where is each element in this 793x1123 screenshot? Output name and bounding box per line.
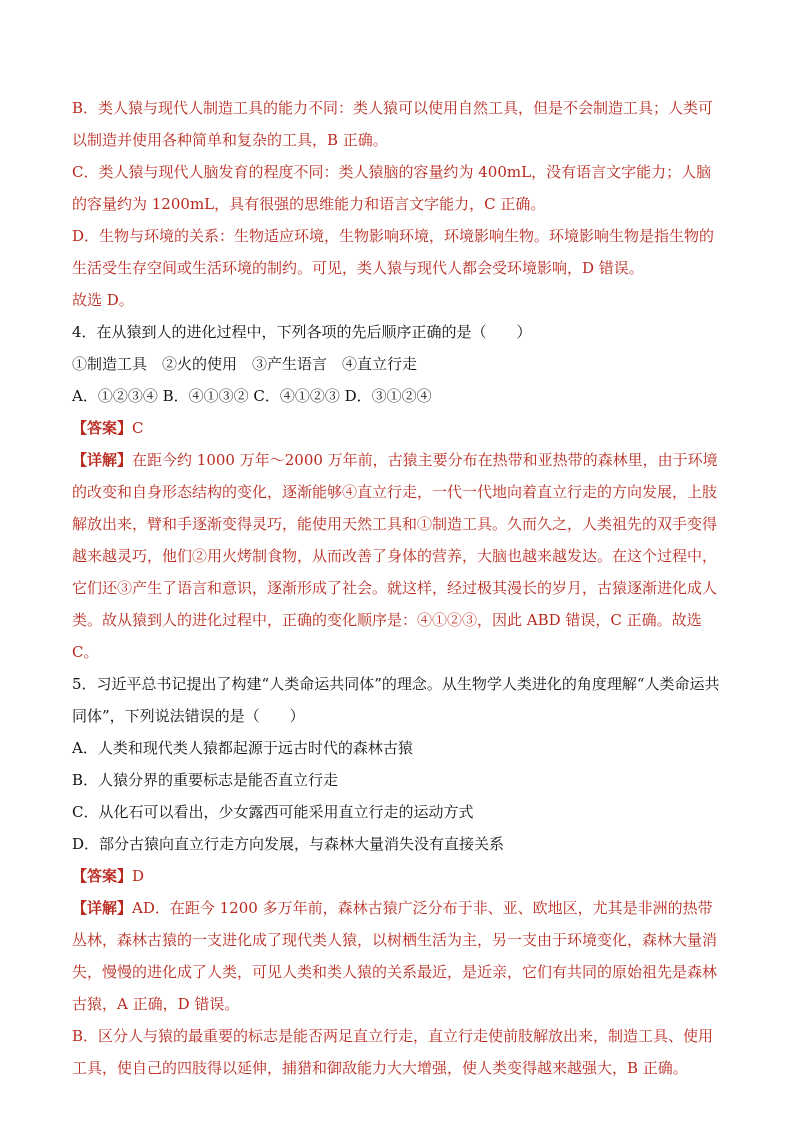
paragraph-text: AD．在距今 1200 多万年前，森林古猿广泛分布于非、亚、欧地区，尤其是非洲的热带丛林，森林古猿的一支进化成了现代类人猿，以树栖生活为主，另一支由于环境变化，森林大量消失，慢慢的进化成了人类，可见人类和类人猿的关系最近，是近亲，它们有共同的原始祖先是森林古猿，A 正确，D 错误。 bbox=[72, 899, 718, 1013]
answer-tag: 【详解】 bbox=[72, 899, 133, 917]
paragraph-text: ①制造工具 ②火的使用 ③产生语言 ④直立行走 bbox=[72, 355, 418, 373]
paragraph-text: D bbox=[132, 867, 145, 885]
paragraph-text: B．区分人与猿的最重要的标志是能否两足直立行走，直立行走使前肢解放出来，制造工具、使用工具，使自己的四肢得以延伸，捕猎和御敌能力大大增强，使人类变得越来越强大，B 正确。 bbox=[72, 1027, 714, 1077]
answer-tag: 【详解】 bbox=[72, 451, 133, 469]
paragraph bbox=[72, 92, 724, 156]
paragraph bbox=[72, 828, 724, 860]
paragraph-text: 在距今约 1000 万年～2000 万年前，古猿主要分布在热带和亚热带的森林里，由于环境的改变和自身形态结构的变化，逐渐能够④直立行走，一代一代地向着直立行走的方向发展，上肢解放出来，臂和手逐渐变得灵巧，能使用天然工具和①制造工具。久而久之，人类祖先的双手变得越来越灵巧，他们②用火烤制食物，从而改善了身体的营养，大脑也越来越发达。在这个过程中，它们还③产生了语言和意识，逐渐形成了社会。就这样，经过极其漫长的岁月，古猿逐渐进化成人类。故从猿到人的进化过程中，正确的变化顺序是：④①②③，因此 ABD 错误，C 正确。故选 C。 bbox=[72, 451, 718, 661]
paragraph bbox=[72, 892, 724, 1020]
paragraph-text: B．类人猿与现代人制造工具的能力不同：类人猿可以使用自然工具，但是不会制造工具；人类可以制造并使用各种简单和复杂的工具，B 正确。 bbox=[72, 99, 714, 149]
paragraph-text: 5．习近平总书记提出了构建“人类命运共同体”的理念。从生物学人类进化的角度理解“人类命运共同体”，下列说法错误的是（ ） bbox=[72, 675, 720, 725]
paragraph-text: 故选 D。 bbox=[72, 291, 134, 309]
paragraph bbox=[72, 412, 724, 444]
answer-tag: 【答案】 bbox=[72, 419, 133, 437]
paragraph bbox=[72, 316, 724, 348]
paragraph bbox=[72, 156, 724, 220]
paragraph-text: C bbox=[132, 419, 144, 437]
paragraph-text: 4．在从猿到人的进化过程中，下列各项的先后顺序正确的是（ ） bbox=[72, 323, 532, 341]
paragraph-text: B．人猿分界的重要标志是能否直立行走 bbox=[72, 771, 339, 789]
paragraph bbox=[72, 1020, 724, 1084]
paragraph-text: A．①②③④ B．④①③② C．④①②③ D．③①②④ bbox=[72, 387, 432, 405]
paragraph bbox=[72, 732, 724, 764]
paragraph-text: A．人类和现代类人猿都起源于远古时代的森林古猿 bbox=[72, 739, 413, 757]
paragraph-text: D．部分古猿向直立行走方向发展，与森林大量消失没有直接关系 bbox=[72, 835, 505, 853]
paragraph bbox=[72, 284, 724, 316]
paragraph bbox=[72, 348, 724, 380]
paragraph bbox=[72, 444, 724, 668]
paragraph-text: C．从化石可以看出，少女露西可能采用直立行走的运动方式 bbox=[72, 803, 474, 821]
paragraph-text: C．类人猿与现代人脑发育的程度不同：类人猿脑的容量约为 400mL，没有语言文字能力；人脑的容量约为 1200mL，具有很强的思维能力和语言文字能力，C 正确。 bbox=[72, 163, 712, 213]
paragraph-text: D．生物与环境的关系：生物适应环境，生物影响环境，环境影响生物。环境影响生物是指生物的生活受生存空间或生活环境的制约。可见，类人猿与现代人都会受环境影响，D 错误。 bbox=[72, 227, 715, 277]
document-page bbox=[72, 92, 724, 1084]
answer-tag: 【答案】 bbox=[72, 867, 133, 885]
paragraph bbox=[72, 764, 724, 796]
paragraph bbox=[72, 380, 724, 412]
paragraph bbox=[72, 796, 724, 828]
paragraph bbox=[72, 668, 724, 732]
paragraph bbox=[72, 220, 724, 284]
paragraph bbox=[72, 860, 724, 892]
